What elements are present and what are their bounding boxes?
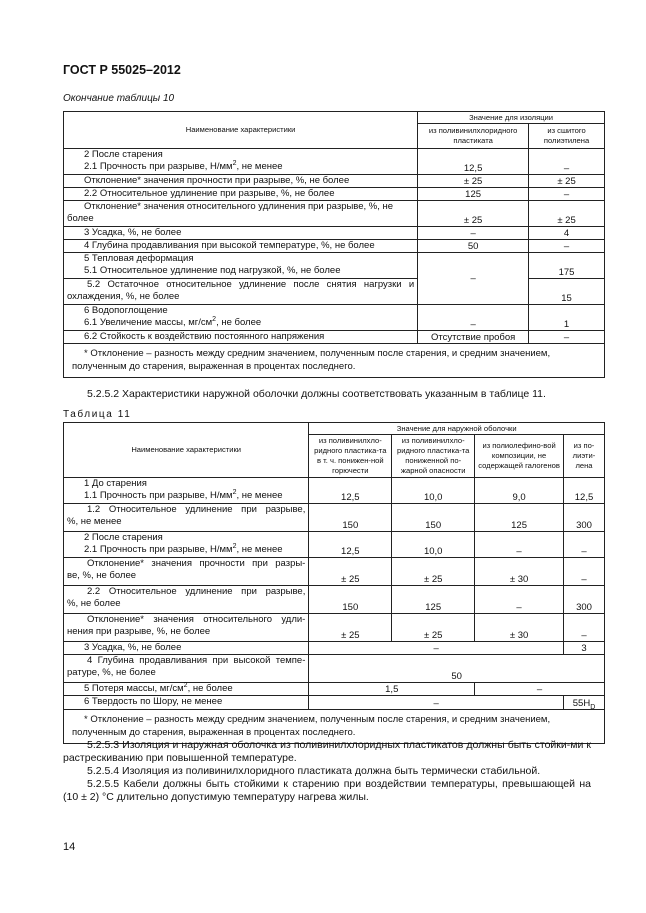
row-label: 6 Твердость по Шору, не менее <box>64 696 309 710</box>
cell-value: ± 25 <box>529 175 605 188</box>
table-10 <box>63 111 605 378</box>
column-header-pvc: из поливинилхло-ридного пластика-та в т. ч. понижен-ной горючести <box>309 435 392 478</box>
cell-value: – <box>309 642 564 655</box>
cell-value: ± 25 <box>418 201 529 227</box>
cell-value: 15 <box>529 279 605 305</box>
table-row <box>64 586 605 614</box>
cell-value: – <box>529 188 605 201</box>
page-number: 14 <box>63 841 76 853</box>
row-label: 3 Усадка, %, не более <box>64 227 418 240</box>
cell-value: 300 <box>564 504 605 532</box>
row-label: Отклонение* значения относительного удли- нения при разрыве, %, не более <box>64 614 309 642</box>
table-11 <box>63 422 605 744</box>
cell-value: – <box>475 586 564 614</box>
row-section-title: 2 После старения <box>84 149 163 160</box>
row-label: 4 Глубина продавливания при высокой температуре, %, не более <box>64 240 418 253</box>
cell-value: – <box>529 331 605 344</box>
cell-value: 150 <box>309 586 392 614</box>
cell-value: – <box>475 532 564 558</box>
table-row <box>64 305 605 331</box>
cell-value: – <box>564 532 605 558</box>
cell-value: – <box>418 253 529 305</box>
row-label: Отклонение* значения прочности при разры- ве, %, не более <box>64 558 309 586</box>
cell-value: – <box>564 558 605 586</box>
row-section-title: 6 Водопоглощение <box>84 305 168 316</box>
cell-value: – <box>309 696 564 710</box>
table-row <box>64 614 605 642</box>
cell-value: 50 <box>418 240 529 253</box>
cell-value: 3 <box>564 642 605 655</box>
cell-value: ± 25 <box>392 614 475 642</box>
cell-value: ± 25 <box>309 614 392 642</box>
table-row <box>64 504 605 532</box>
cell-value: $55H_D$ <box>564 696 605 710</box>
table-row <box>64 655 605 683</box>
column-header-polyethylene: из по-лиэти-лена <box>564 435 605 478</box>
column-header-name: Наименование характеристики <box>64 423 309 478</box>
table-row <box>64 331 605 344</box>
cell-value: 1 <box>529 305 605 331</box>
row-label: 5 Потеря массы, $мг/см^2$, не более <box>64 683 309 696</box>
row-label: 6.2 Стойкость к воздействию постоянного напряжения <box>64 331 418 344</box>
column-group-header: Значение для изоляции <box>418 112 605 124</box>
cell-value: ± 25 <box>392 558 475 586</box>
cell-value: – <box>418 305 529 331</box>
cell-value: – <box>529 240 605 253</box>
table-row <box>64 558 605 586</box>
row-label: 4 Глубина продавливания при высокой темпе- ратуре, %, не более <box>64 655 309 683</box>
cell-value: 4 <box>529 227 605 240</box>
row-label: Отклонение* значения прочности при разрыве, %, не более <box>64 175 418 188</box>
table-row <box>64 696 605 710</box>
table-row <box>64 642 605 655</box>
cell-value: 12,5 <box>309 532 392 558</box>
row-section-title: 1 До старения <box>84 478 147 489</box>
paragraph-5-2-5-4: 5.2.5.4 Изоляция из поливинилхлоридного пластиката должна быть термически стабильной. <box>87 765 541 777</box>
table-row <box>64 683 605 696</box>
paragraph-5-2-5-5: 5.2.5.5 Кабели должны быть стойкими к старению при воздействии температуры, превышающей на (10 ± 2) °С длительно допустимую температуру нагрева жилы. <box>63 778 591 803</box>
row-section-title: 5 Тепловая деформация <box>84 253 194 264</box>
column-header-name: Наименование характеристики <box>64 112 418 149</box>
column-header-polyolefin: из полиолефино-вой композиции, не содержащей галогенов <box>475 435 564 478</box>
row-label: 6.1 Увеличение массы, $мг/см^2$, не более <box>84 315 262 328</box>
cell-value: Отсутствие пробоя <box>418 331 529 344</box>
table-row <box>64 175 605 188</box>
cell-value: 9,0 <box>475 478 564 504</box>
table-row <box>64 149 605 175</box>
cell-value: ± 30 <box>475 614 564 642</box>
cell-value: ± 25 <box>529 201 605 227</box>
cell-value: 150 <box>309 504 392 532</box>
column-group-header: Значение для наружной оболочки <box>309 423 605 435</box>
row-section-title: 2 После старения <box>84 532 163 543</box>
row-label: 2.2 Относительное удлинение при разрыве, %, не более <box>64 188 418 201</box>
table-footnote-row <box>64 344 605 378</box>
table-continuation-label: Окончание таблицы 10 <box>63 93 175 104</box>
cell-value: 300 <box>564 586 605 614</box>
row-label: 5.1 Относительное удлинение под нагрузкой, %, не более <box>84 264 341 276</box>
cell-value: 10,0 <box>392 478 475 504</box>
cell-value: 175 <box>529 253 605 279</box>
table-row <box>64 532 605 558</box>
row-label: 1.2 Относительное удлинение при разрыве, %, не менее <box>64 504 309 532</box>
paragraph-5-2-5-3: 5.2.5.3 Изоляция и наружная оболочка из поливинилхлоридных пластикатов должны быть стойки-ми к растрескиванию при повышенной температуре. <box>63 739 591 764</box>
cell-value: 12,5 <box>418 149 529 175</box>
row-label: 5.2 Остаточное относительное удлинение после снятия нагрузки и охлаждения, %, не более <box>64 279 418 305</box>
cell-value: 12,5 <box>564 478 605 504</box>
table-footnote: * Отклонение – разность между средним значением, полученным после старения, и средним значением, полученным до старения, выраженная в процентах последнего. <box>64 344 605 378</box>
row-label: 3 Усадка, %, не более <box>64 642 309 655</box>
cell-value: – <box>475 683 605 696</box>
document-header: ГОСТ Р 55025–2012 <box>63 63 181 77</box>
cell-value: 125 <box>392 586 475 614</box>
cell-value: 10,0 <box>392 532 475 558</box>
column-header-pvc: из поливинилхлоридного пластиката <box>418 124 529 149</box>
cell-value: 50 <box>309 655 605 683</box>
table-11-caption: Таблица 11 <box>63 409 132 420</box>
row-label: 2.1 Прочность при разрыве, $Н/мм^2$, не менее <box>84 542 283 555</box>
table-footnote: * Отклонение – разность между средним значением, полученным после старения, и средним значением, полученным до старения, выраженная в процентах последнего. <box>64 710 605 744</box>
row-label: 2.2 Относительное удлинение при разрыве, %, не более <box>64 586 309 614</box>
column-header-pvc-low-fire: из поливинилхло-ридного пластика-та пониженной по-жарной опасности <box>392 435 475 478</box>
cell-value: ± 25 <box>418 175 529 188</box>
paragraph-5-2-5-2: 5.2.5.2 Характеристики наружной оболочки должны соответствовать указанным в таблице 11. <box>87 388 546 400</box>
cell-value: – <box>418 227 529 240</box>
cell-value: – <box>529 149 605 175</box>
row-label: 2.1 Прочность при разрыве, $Н/мм^2$, не менее <box>84 159 283 172</box>
table-row <box>64 253 605 279</box>
row-label: Отклонение* значения относительного удлинения при разрыве, %, не более <box>64 201 418 227</box>
table-row <box>64 478 605 504</box>
column-header-xlpe: из сшитого полиэтилена <box>529 124 605 149</box>
cell-value: 125 <box>475 504 564 532</box>
row-label: 1.1 Прочность при разрыве, $Н/мм^2$, не менее <box>84 488 283 501</box>
cell-value: – <box>564 614 605 642</box>
cell-value: 125 <box>418 188 529 201</box>
cell-value: 12,5 <box>309 478 392 504</box>
cell-value: ± 30 <box>475 558 564 586</box>
table-row <box>64 201 605 227</box>
cell-value: 1,5 <box>309 683 475 696</box>
cell-value: ± 25 <box>309 558 392 586</box>
table-row <box>64 227 605 240</box>
table-row <box>64 188 605 201</box>
cell-value: 150 <box>392 504 475 532</box>
table-row <box>64 240 605 253</box>
